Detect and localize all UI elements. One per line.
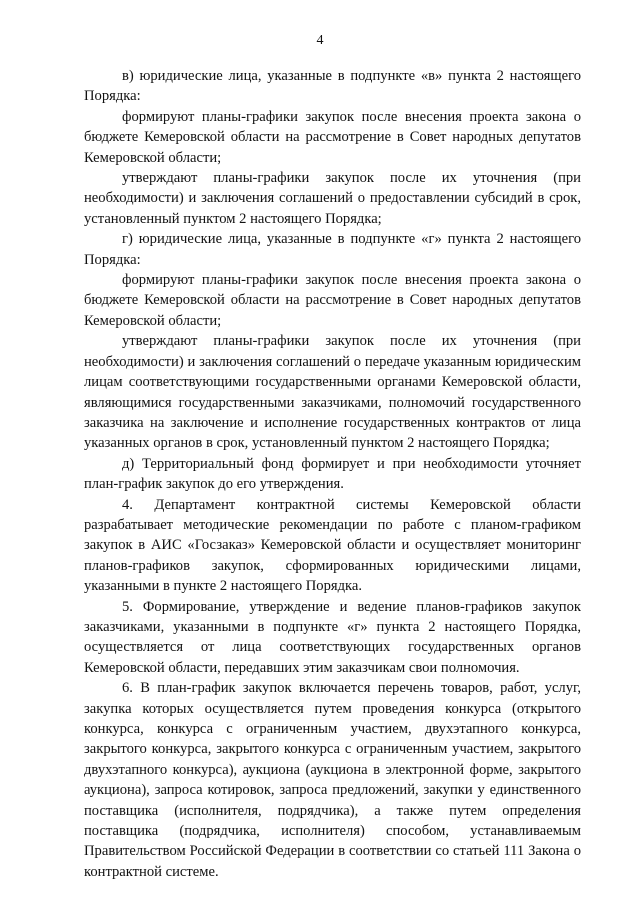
paragraph-3g-approve: утверждают планы-графики закупок после их уточнения (при необходимости) и заключения соглашений о передаче указанным юридическим лицам соответствующими государственными органами Кемеровской области, являющимися государственными заказчиками, полномочий государственного заказчика на заключение и исполнение государственных контрактов от лица указанных органов в срок, установленный пунктом 2 настоящего Порядка; [84, 333, 581, 452]
paragraph-6: 6. В план-график закупок включается перечень товаров, работ, услуг, закупка которых осуществляется путем проведения конкурса (открытого конкурса, конкурса с ограниченным участием, двухэтапного конкурса, закрытого конкурса, закрытого конкурса с ограниченным участием, закрытого двухэтапного конкурса), аукциона (аукциона в электронной форме, закрытого аукциона), запроса котировок, запроса предложений, закупки у единственного поставщика (исполнителя, подрядчика), а также путем определения поставщика (подрядчика, исполнителя) способом, устанавливаемым Правительством Российской Федерации в соответствии со статьей 111 Закона о контрактной системе. [84, 680, 581, 880]
document-body [84, 66, 581, 882]
paragraph-3d: д) Территориальный фонд формирует и при необходимости уточняет план-график закупок до его утверждения. [84, 455, 581, 493]
paragraph-3g-intro: г) юридические лица, указанные в подпункте «г» пункта 2 настоящего Порядка: [84, 231, 581, 268]
paragraph-3v-approve: утверждают планы-графики закупок после их уточнения (при необходимости) и заключения соглашений о предоставлении субсидий в срок, установленный пунктом 2 настоящего Порядка; [84, 170, 581, 227]
paragraph-3v-form: формируют планы-графики закупок после внесения проекта закона о бюджете Кемеровской области на рассмотрение в Совет народных депутатов Кемеровской области; [84, 108, 581, 166]
page-number: 4 [316, 33, 324, 48]
paragraph-5: 5. Формирование, утверждение и ведение планов-графиков закупок заказчиками, указанными в подпункте «г» пункта 2 настоящего Порядка, осуществляется от лица соответствующих государственных органов Кемеровской области, передавших этим заказчикам свои полномочия. [84, 598, 581, 676]
paragraph-4: 4. Департамент контрактной системы Кемеровской области разрабатывает методические рекомендации по работе с планом-графиком закупок в АИС «Госзаказ» Кемеровской области и осуществляет мониторинг планов-графиков закупок, сформированных юридическими лицами, указанными в пункте 2 настоящего Порядка. [84, 496, 581, 595]
paragraph-3v-intro: в) юридические лица, указанные в подпункте «в» пункта 2 настоящего Порядка: [84, 68, 581, 105]
paragraph-3g-form: формируют планы-графики закупок после внесения проекта закона о бюджете Кемеровской области на рассмотрение в Совет народных депутатов Кемеровской области; [84, 272, 581, 329]
